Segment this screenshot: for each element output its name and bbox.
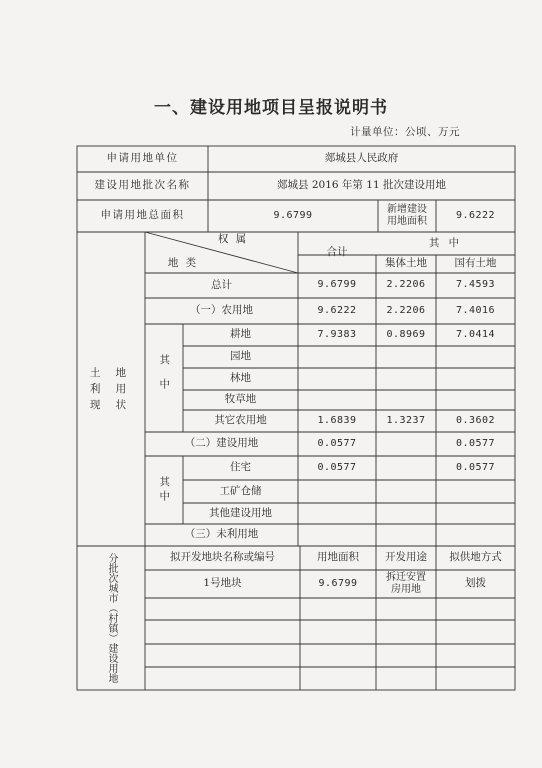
row-state: 0.3602 bbox=[455, 414, 496, 426]
row-total: 0.0577 bbox=[317, 437, 357, 449]
corner-landtype: 地 类 bbox=[167, 257, 199, 270]
parcel-area: 9.6799 bbox=[318, 577, 358, 589]
row-collective: 1.3237 bbox=[386, 414, 426, 426]
batch-value: 郯城县 2016 年第 11 批次建设用地 bbox=[277, 179, 446, 192]
row-label: 其它农用地 bbox=[214, 414, 267, 427]
row-total: 7.9383 bbox=[317, 328, 357, 340]
applicant-value: 郯城县人民政府 bbox=[324, 152, 399, 165]
col-state: 国有土地 bbox=[454, 257, 497, 270]
col-total: 合计 bbox=[326, 245, 348, 258]
col-parcel-name: 拟开发地块名称或编号 bbox=[170, 551, 275, 564]
unit-note: 计量单位：公顷、万元 bbox=[350, 126, 460, 138]
page-title: 一、建设用地项目呈报说明书 bbox=[154, 98, 388, 118]
total-area-label: 申请用地总面积 bbox=[100, 209, 185, 222]
col-group: 其 中 bbox=[428, 236, 463, 249]
row-total: 0.0577 bbox=[317, 461, 357, 473]
batch-label: 建设用地批次名称 bbox=[94, 179, 191, 192]
total-area-value: 9.6799 bbox=[273, 209, 313, 221]
new-area-label: 新增建设用地面积 bbox=[387, 203, 427, 227]
row-state: 7.4593 bbox=[455, 279, 496, 291]
row-label: （二）建设用地 bbox=[184, 437, 259, 450]
batch-section-label: 分批次城市（村镇）建设用地 bbox=[106, 553, 117, 683]
row-label: 耕地 bbox=[230, 328, 251, 341]
row-label: 其他建设用地 bbox=[209, 506, 272, 519]
applicant-label: 申请用地单位 bbox=[106, 152, 179, 165]
land-use-section-label: 土 地 利 用 现 状 bbox=[89, 367, 133, 411]
qizhong-agri: 其中 bbox=[158, 353, 171, 403]
col-parcel-supply: 拟供地方式 bbox=[449, 551, 502, 564]
parcel-use: 拆迁安置房用地 bbox=[386, 571, 426, 595]
row-label: （一）农用地 bbox=[190, 304, 253, 317]
row-state: 0.0577 bbox=[455, 461, 496, 473]
row-label: 林地 bbox=[230, 372, 251, 385]
row-total: 9.6799 bbox=[317, 279, 357, 291]
qizhong-build: 其中 bbox=[158, 475, 171, 505]
row-label: （三）未利用地 bbox=[184, 528, 259, 541]
row-collective: 2.2206 bbox=[386, 279, 426, 291]
row-state: 7.4016 bbox=[455, 304, 496, 316]
row-label: 园地 bbox=[230, 350, 251, 363]
row-total: 1.6839 bbox=[317, 414, 357, 426]
parcel-name: 1号地块 bbox=[203, 577, 242, 590]
row-total: 9.6222 bbox=[317, 304, 357, 316]
row-collective: 2.2206 bbox=[386, 304, 426, 316]
row-label: 工矿仓储 bbox=[219, 484, 262, 497]
row-label: 牧草地 bbox=[224, 393, 257, 406]
row-state: 0.0577 bbox=[455, 437, 496, 449]
row-state: 7.0414 bbox=[455, 328, 496, 340]
col-collective: 集体土地 bbox=[385, 257, 427, 270]
row-label: 总计 bbox=[211, 278, 232, 291]
row-label: 住宅 bbox=[230, 461, 251, 474]
new-area-value: 9.6222 bbox=[455, 209, 496, 221]
row-collective: 0.8969 bbox=[386, 328, 426, 340]
corner-ownership: 权 属 bbox=[217, 233, 249, 246]
parcel-supply: 划拨 bbox=[465, 577, 486, 590]
col-parcel-use: 开发用途 bbox=[385, 551, 427, 564]
col-parcel-area: 用地面积 bbox=[317, 551, 359, 564]
